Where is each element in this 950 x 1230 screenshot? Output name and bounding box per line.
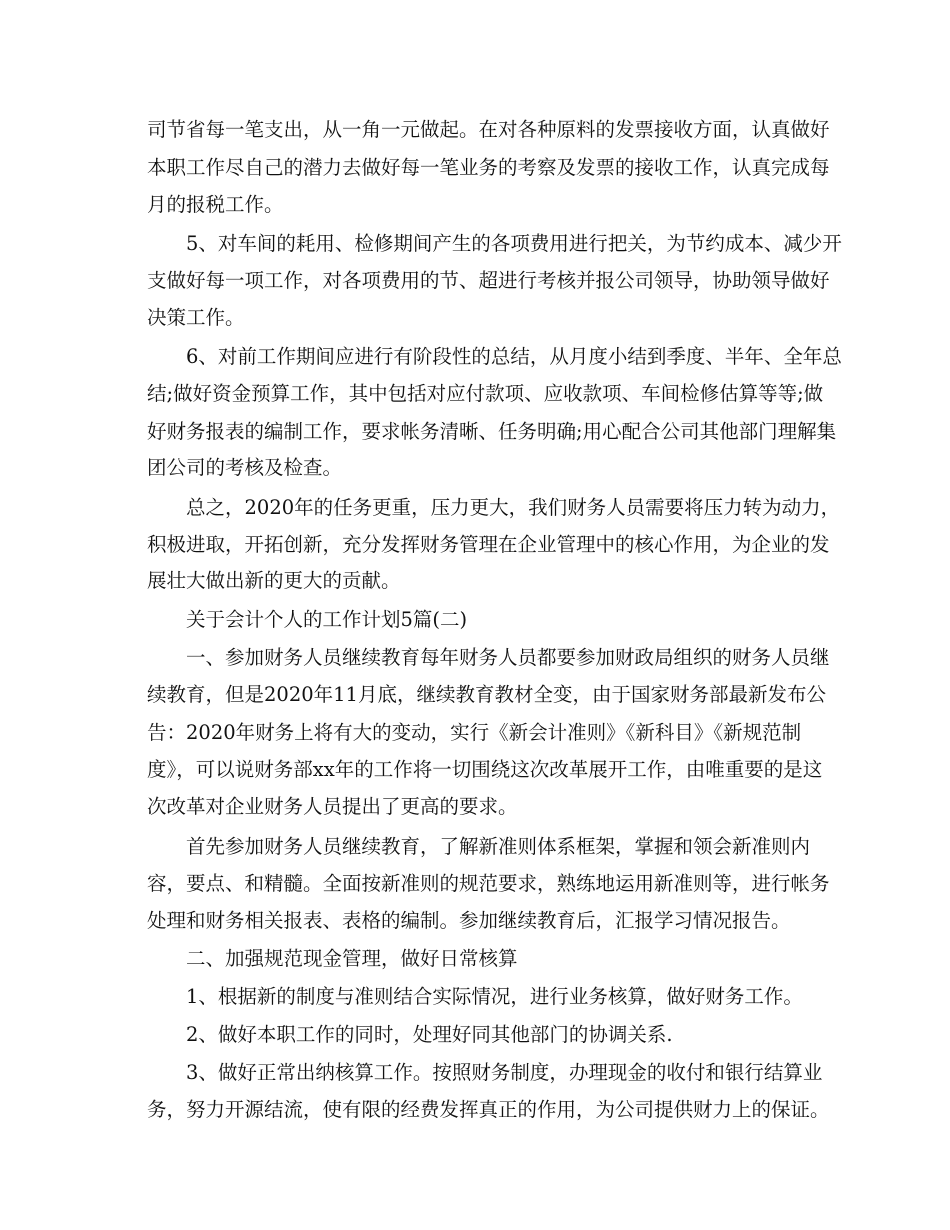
text-line: 司节省每一笔支出，从一角一元做起。在对各种原料的发票接收方面，认真做好 [147, 118, 830, 141]
text-line: 5、对车间的耗用、检修期间产生的各项费用进行把关，为节约成本、减少开 [186, 232, 842, 255]
text-line: 告：2020年财务上将有大的变动，实行《新会计准则》《新科目》《新规范制 [147, 721, 802, 744]
text-line: 次改革对企业财务人员提出了更高的要求。 [147, 795, 518, 818]
text-line: 2、做好本职工作的同时，处理好同其他部门的协调关系. [186, 1023, 673, 1046]
text-line: 展壮大做出新的更大的贡献。 [147, 569, 401, 592]
text-line: 决策工作。 [147, 306, 245, 329]
text-line: 度》，可以说财务部xx年的工作将一切围绕这次改革展开工作，由唯重要的是这 [147, 758, 823, 781]
text-line: 一、参加财务人员继续教育每年财务人员都要参加财政局组织的财务人员继 [186, 646, 830, 669]
text-line: 处理和财务相关报表、表格的编制。参加继续教育后，汇报学习情况报告。 [147, 909, 791, 932]
text-line: 续教育，但是2020年11月底，继续教育教材全变，由于国家财务部最新发布公 [147, 683, 826, 706]
text-line: 本职工作尽自己的潜力去做好每一笔业务的考察及发票的接收工作，认真完成每 [147, 156, 830, 179]
text-line: 团公司的考核及检查。 [147, 456, 343, 479]
text-line: 总之，2020年的任务更重，压力更大，我们财务人员需要将压力转为动力， [186, 496, 841, 519]
text-line: 二、加强规范现金管理，做好日常核算 [186, 947, 518, 970]
text-line: 首先参加财务人员继续教育，了解新准则体系框架，掌握和领会新准则内 [186, 835, 811, 858]
text-line: 月的报税工作。 [147, 193, 284, 216]
section-heading: 关于会计个人的工作计划5篇(二) [186, 608, 468, 631]
text-line: 好财务报表的编制工作，要求帐务清晰、任务明确;用心配合公司其他部门理解集 [147, 420, 837, 443]
text-line: 容，要点、和精髓。全面按新准则的规范要求，熟练地运用新准则等，进行帐务 [147, 872, 830, 895]
text-line: 结;做好资金预算工作，其中包括对应付款项、应收款项、车间检修估算等等;做 [147, 382, 824, 405]
text-line: 1、根据新的制度与准则结合实际情况，进行业务核算，做好财务工作。 [186, 985, 803, 1008]
text-line: 务，努力开源结流，使有限的经费发挥真正的作用，为公司提供财力上的保证。 [147, 1098, 830, 1121]
text-line: 3、做好正常出纳核算工作。按照财务制度，办理现金的收付和银行结算业 [186, 1061, 823, 1084]
text-line: 支做好每一项工作，对各项费用的节、超进行考核并报公司领导，协助领导做好 [147, 269, 830, 292]
text-line: 6、对前工作期间应进行有阶段性的总结，从月度小结到季度、半年、全年总 [186, 345, 842, 368]
text-line: 积极进取，开拓创新，充分发挥财务管理在企业管理中的核心作用，为企业的发 [147, 533, 830, 556]
